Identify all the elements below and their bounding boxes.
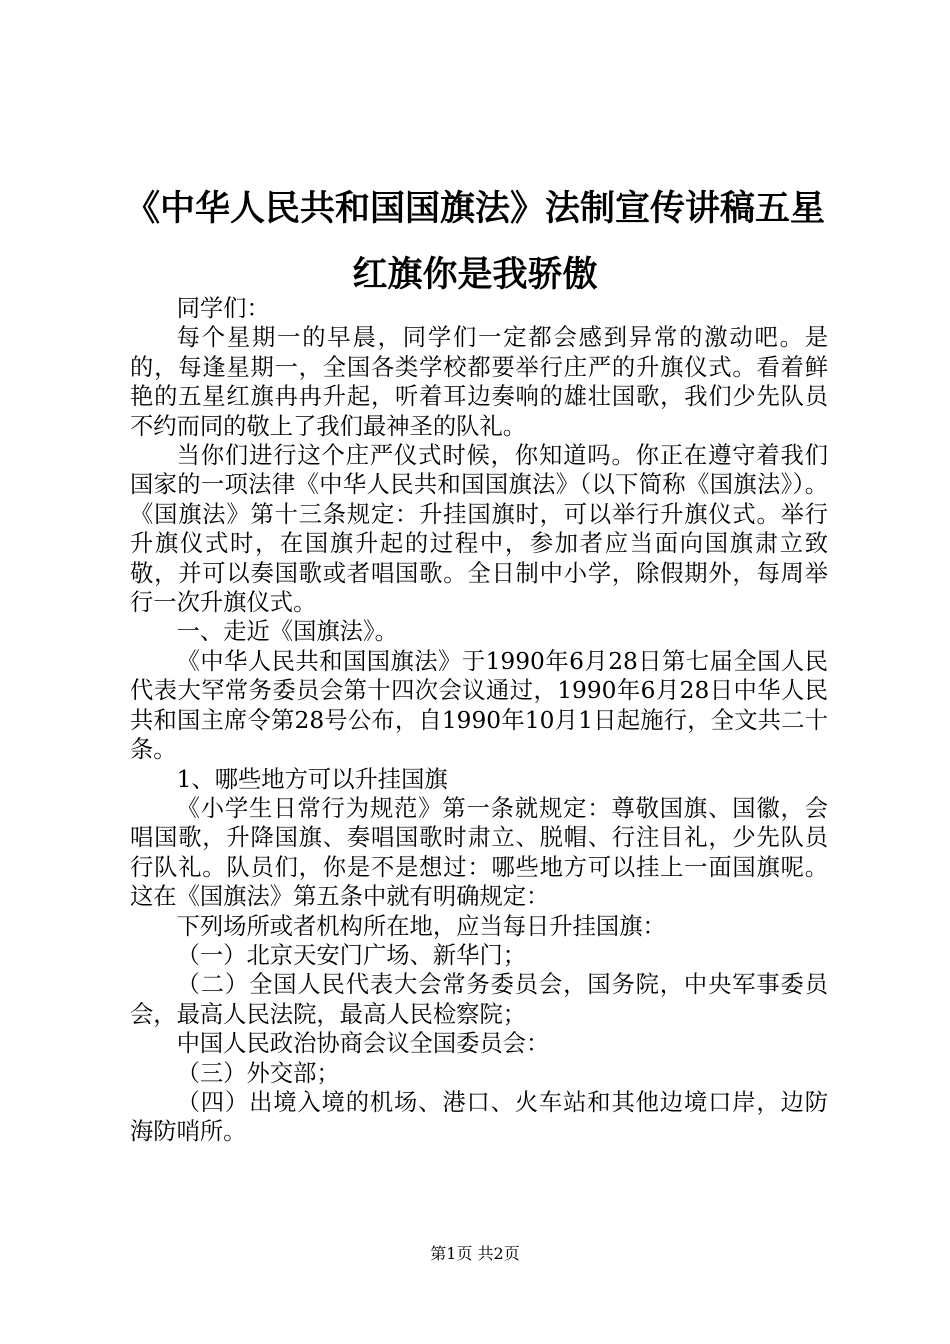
list-item: （三）外交部； — [176, 1059, 340, 1087]
title-line-1: 《中华人民共和国国旗法》法制宣传讲稿五星 — [124, 189, 825, 229]
paragraph: 当你们进行这个庄严仪式时候，你知道吗。你正在遵守着我们国家的一项法律《中华人民共和国国旗法》（以下简称《国旗法》）。《国旗法》第十三条规定：升挂国旗时，可以举行升旗仪式。举行升旗仪式时，在国旗升起的过程中，参加者应当面向国旗肃立致敬，并可以奏国歌或者唱国歌。全日制中小学，除假期外，每周举行一次升旗仪式。 — [130, 442, 828, 617]
list-item: （一）北京天安门广场、新华门； — [176, 941, 527, 969]
subsection-heading: 1、哪些地方可以升挂国旗 — [176, 765, 448, 793]
list-item: 中国人民政治协商会议全国委员会： — [176, 1030, 550, 1058]
page-footer: 第1页 共2页 — [430, 1244, 520, 1263]
paragraph: 《小学生日常行为规范》第一条就规定：尊敬国旗、国徽，会唱国歌，升降国旗、奏唱国歌时肃立、脱帽、行注目礼，少先队员行队礼。队员们，你是不是想过：哪些地方可以挂上一面国旗呢。这在《国旗法》第五条中就有明确规定： — [130, 794, 828, 911]
list-item: （四）出境入境的机场、港口、火车站和其他边境口岸，边防海防哨所。 — [130, 1088, 828, 1146]
section-heading: 一、走近《国旗法》。 — [176, 618, 398, 646]
salutation: 同学们： — [176, 295, 270, 322]
document-title — [100, 176, 850, 308]
list-item: （二）全国人民代表大会常务委员会，国务院，中央军事委员会，最高人民法院，最高人民检察院； — [130, 971, 828, 1028]
paragraph: 下列场所或者机构所在地，应当每日升挂国旗： — [176, 912, 666, 940]
paragraph: 《中华人民共和国国旗法》于1990年6月28日第七届全国人民代表大罕常务委员会第十四次会议通过，1990年6月28日中华人民共和国主席令第28号公布，自1990年10月1日起施行，全文共二十条。 — [130, 647, 828, 764]
title-line-2: 红旗你是我骄傲 — [352, 255, 598, 295]
document-body — [130, 294, 828, 1147]
paragraph: 每个星期一的早晨，同学们一定都会感到异常的激动吧。是的，每逢星期一，全国各类学校都要举行庄严的升旗仪式。看着鲜艳的五星红旗冉冉升起，听着耳边奏响的雄壮国歌，我们少先队员不约而同的敬上了我们最神圣的队礼。 — [130, 324, 828, 440]
